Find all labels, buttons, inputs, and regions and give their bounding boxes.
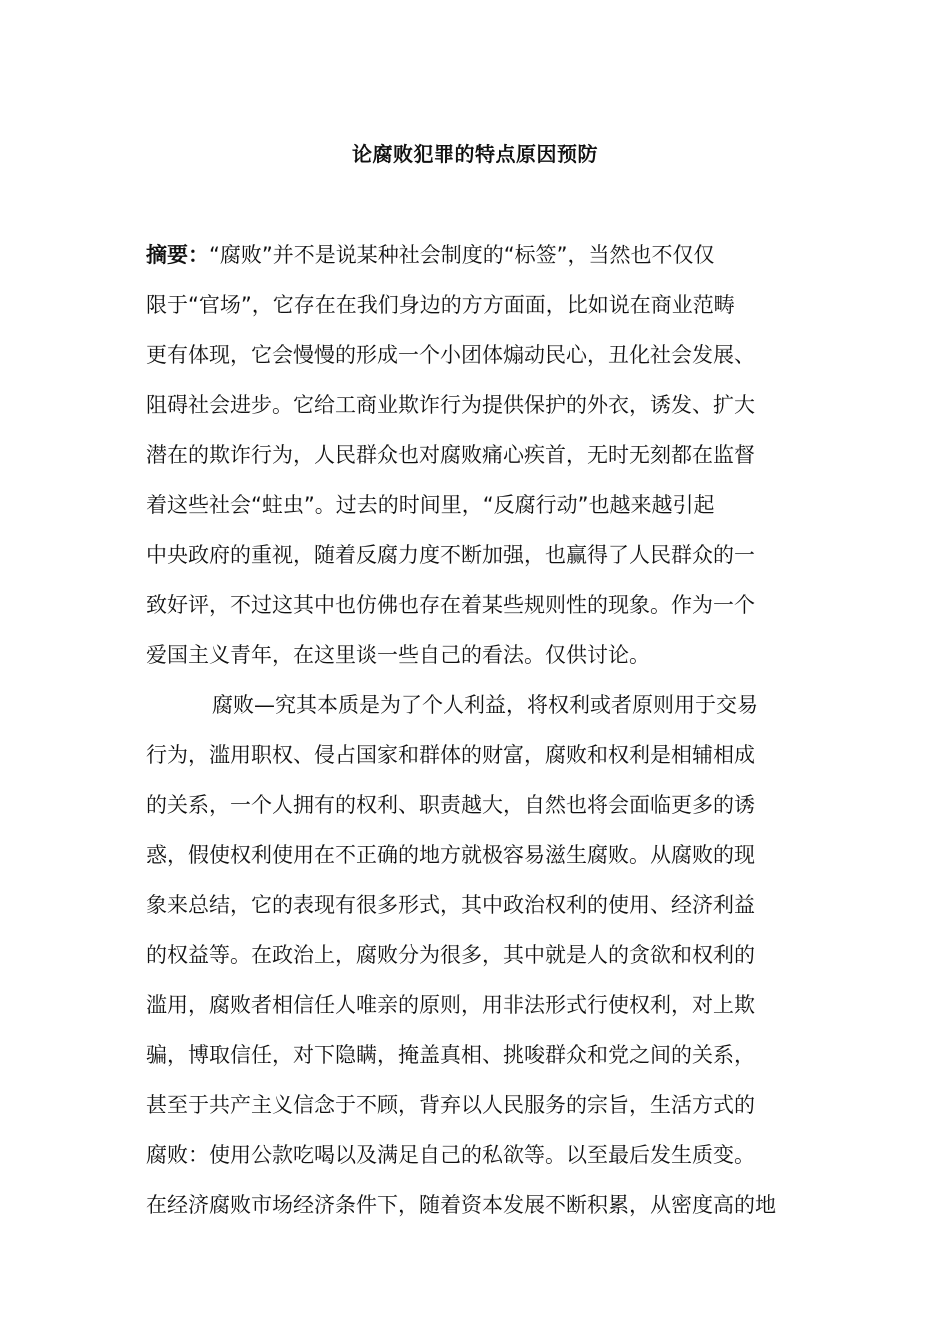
text-line: 的权益等。在政治上，腐败分为很多，其中就是人的贪欲和权利的 [146, 943, 755, 967]
text-line: 致好评，不过这其中也仿佛也存在着某些规则性的现象。作为一个 [146, 593, 755, 617]
text-line: 象来总结，它的表现有很多形式，其中政治权利的使用、经济利益 [146, 893, 755, 917]
text-line: 的关系，一个人拥有的权利、职责越大，自然也将会面临更多的诱 [146, 793, 755, 817]
text-line: 甚至于共产主义信念于不顾，背弃以人民服务的宗旨，生活方式的 [146, 1093, 755, 1117]
text-line: 腐败：使用公款吃喝以及满足自己的私欲等。以至最后发生质变。 [146, 1143, 755, 1167]
abstract-line [146, 230, 796, 280]
text-line: 骗，博取信任，对下隐瞒，掩盖真相、挑唆群众和党之间的关系， [146, 1043, 755, 1067]
text-line: 在经济腐败市场经济条件下，随着资本发展不断积累，从密度高的地 [146, 1193, 776, 1217]
text-line: 行为，滥用职权、侵占国家和群体的财富，腐败和权利是相辅相成 [146, 743, 755, 767]
text-line: 爱国主义青年，在这里谈一些自己的看法。仅供讨论。 [146, 643, 650, 667]
paragraph-start-line: 腐败—究其本质是为了个人利益，将权利或者原则用于交易 [212, 693, 758, 717]
text-line: 阻碍社会进步。它给工商业欺诈行为提供保护的外衣，诱发、扩大 [146, 393, 755, 417]
text-line: 滥用，腐败者相信任人唯亲的原则，用非法形式行使权利，对上欺 [146, 993, 755, 1017]
document-title: 论腐败犯罪的特点原因预防 [352, 142, 598, 166]
document-body [146, 230, 796, 1230]
text-line: “腐败”并不是说某种社会制度的“标签”，当然也不仅仅 [209, 243, 715, 267]
text-line: 着这些社会“蛀虫”。过去的时间里，“反腐行动”也越来越引起 [146, 493, 715, 517]
abstract-label: 摘要： [146, 243, 209, 267]
text-line: 限于“官场”，它存在在我们身边的方方面面，比如说在商业范畴 [146, 293, 735, 317]
text-line: 中央政府的重视，随着反腐力度不断加强，也赢得了人民群众的一 [146, 543, 755, 567]
text-line: 潜在的欺诈行为，人民群众也对腐败痛心疾首，无时无刻都在监督 [146, 443, 755, 467]
text-line: 惑，假使权利使用在不正确的地方就极容易滋生腐败。从腐败的现 [146, 843, 755, 867]
text-line: 更有体现，它会慢慢的形成一个小团体煽动民心，丑化社会发展、 [146, 343, 755, 367]
